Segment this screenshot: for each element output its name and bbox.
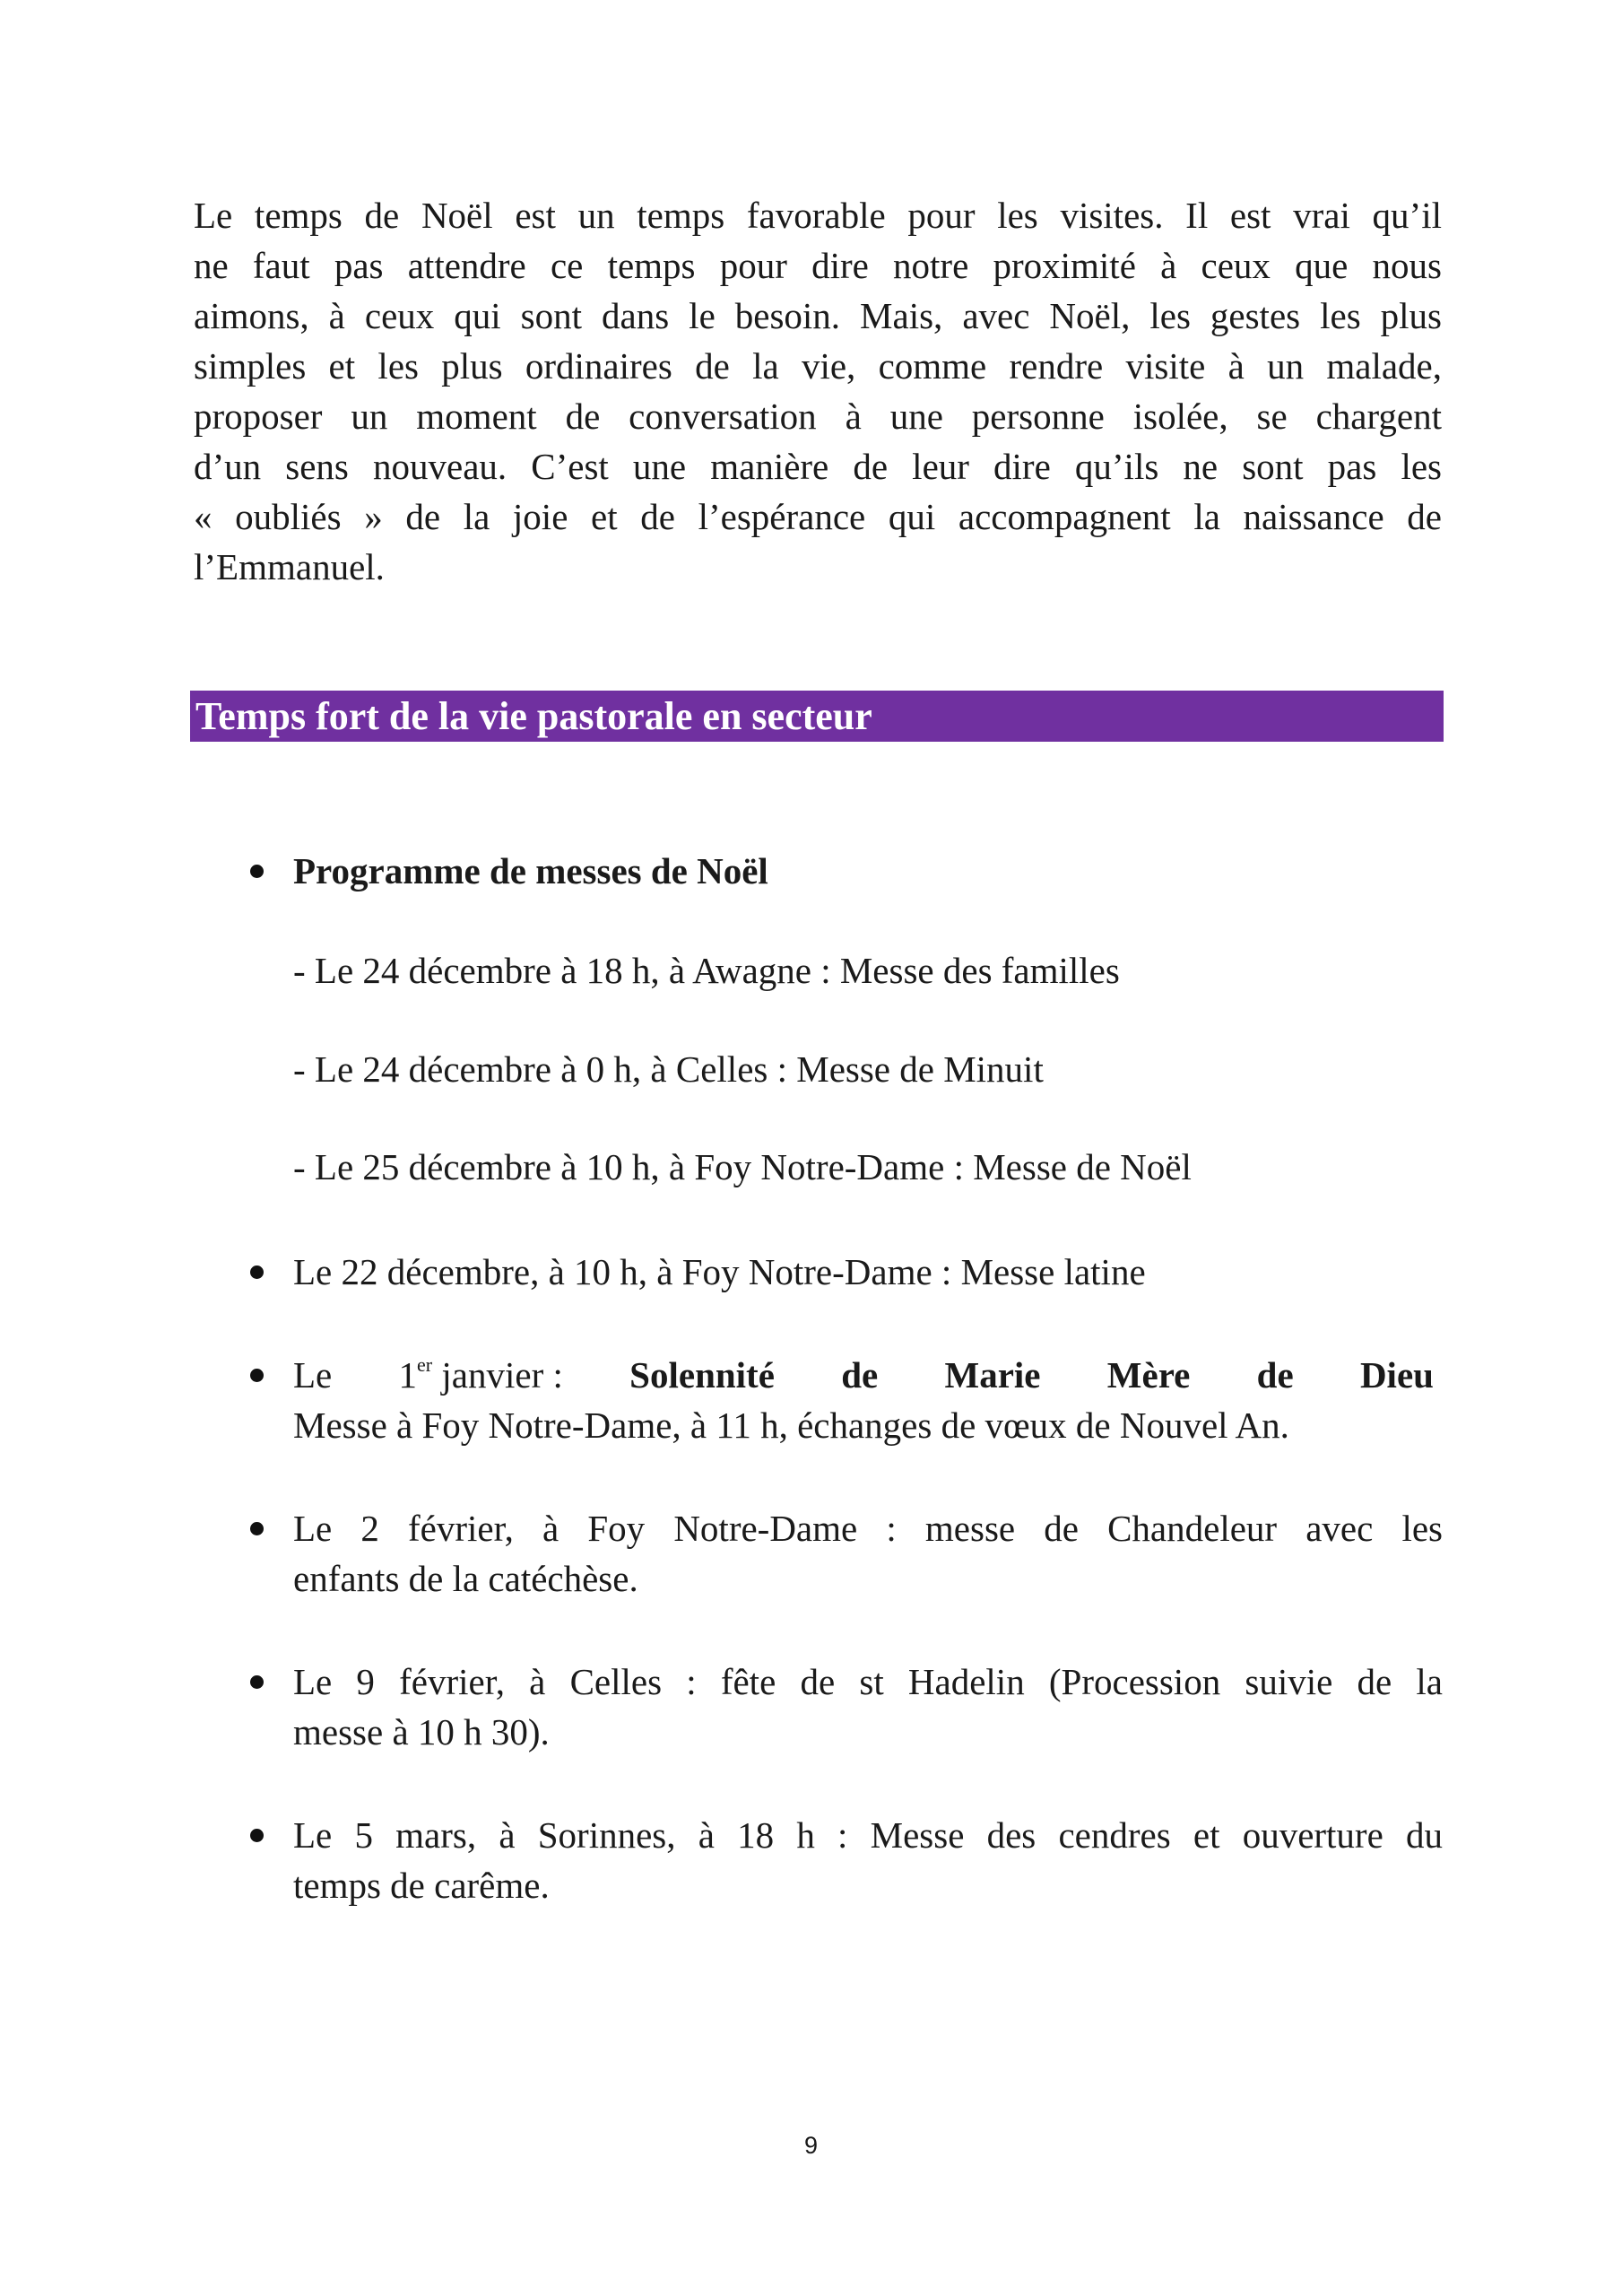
intro-line: « oubliés » de la joie et de l’espérance qui accompagnent la naissance de [194, 496, 1442, 537]
janvier-month: janvier : [441, 1354, 563, 1396]
intro-line: Le temps de Noël est un temps favorable pour les visites. Il est vrai qu’il [194, 195, 1442, 236]
janvier-line [293, 1350, 1434, 1400]
bullet-icon [250, 865, 264, 878]
programme-item: - Le 25 décembre à 10 h, à Foy Notre-Dame : Messe de Noël [293, 1146, 1192, 1187]
solennite-word: de [1256, 1354, 1294, 1396]
janvier-line-2: Messe à Foy Notre-Dame, à 11 h, échanges de vœux de Nouvel An. [293, 1405, 1289, 1446]
event-line: Le 5 mars, à Sorinnes, à 18 h : Messe des cendres et ouverture du [293, 1814, 1443, 1856]
event-line: temps de carême. [293, 1865, 550, 1906]
event-line: messe à 10 h 30). [293, 1711, 550, 1752]
event-line: Le 2 février, à Foy Notre-Dame : messe de Chandeleur avec les [293, 1508, 1443, 1549]
intro-line: ne faut pas attendre ce temps pour dire notre proximité à ceux que nous [194, 245, 1442, 286]
solennite-word: de [841, 1354, 879, 1396]
janvier-date [399, 1350, 563, 1400]
bullet-icon [250, 1265, 264, 1279]
event-text [293, 1657, 1443, 1757]
programme-item: - Le 24 décembre à 18 h, à Awagne : Messe des familles [293, 950, 1120, 991]
solennite-word: Solennité [629, 1354, 775, 1396]
janvier-day: 1 [398, 1354, 418, 1396]
intro-line: aimons, à ceux qui sont dans le besoin. Mais, avec Noël, les gestes les plus [194, 295, 1442, 336]
intro-line: proposer un moment de conversation à une personne isolée, se chargent [194, 396, 1442, 437]
event-text: Le 22 décembre, à 10 h, à Foy Notre-Dame : Messe latine [293, 1251, 1146, 1292]
event-text [293, 1503, 1443, 1604]
event-text [293, 1810, 1443, 1910]
section-title: Temps fort de la vie pastorale en secteur [195, 694, 872, 738]
intro-line: simples et les plus ordinaires de la vie, comme rendre visite à un malade, [194, 345, 1442, 387]
bullet-icon [250, 1369, 264, 1382]
bullet-icon [250, 1522, 264, 1535]
janvier-sup: er [417, 1353, 433, 1376]
section-header-bar [190, 691, 1444, 742]
event-line: Le 9 février, à Celles : fête de st Hadelin (Procession suivie de la [293, 1661, 1443, 1702]
solennite-word: Dieu [1359, 1354, 1434, 1396]
intro-line: l’Emmanuel. [194, 546, 385, 587]
janvier-le: Le [293, 1354, 333, 1396]
intro-paragraph [194, 190, 1442, 592]
programme-title: Programme de messes de Noël [293, 850, 768, 891]
solennite-word: Mère [1106, 1354, 1191, 1396]
programme-item: - Le 24 décembre à 0 h, à Celles : Messe de Minuit [293, 1048, 1044, 1090]
bullet-icon [250, 1829, 264, 1842]
event-text [293, 1350, 1443, 1450]
page-number: 9 [803, 2132, 819, 2159]
solennite-word: Marie [944, 1354, 1041, 1396]
bullet-icon [250, 1675, 264, 1689]
intro-line: d’un sens nouveau. C’est une manière de leur dire qu’ils ne sont pas les [194, 446, 1442, 487]
event-line: enfants de la catéchèse. [293, 1558, 638, 1599]
